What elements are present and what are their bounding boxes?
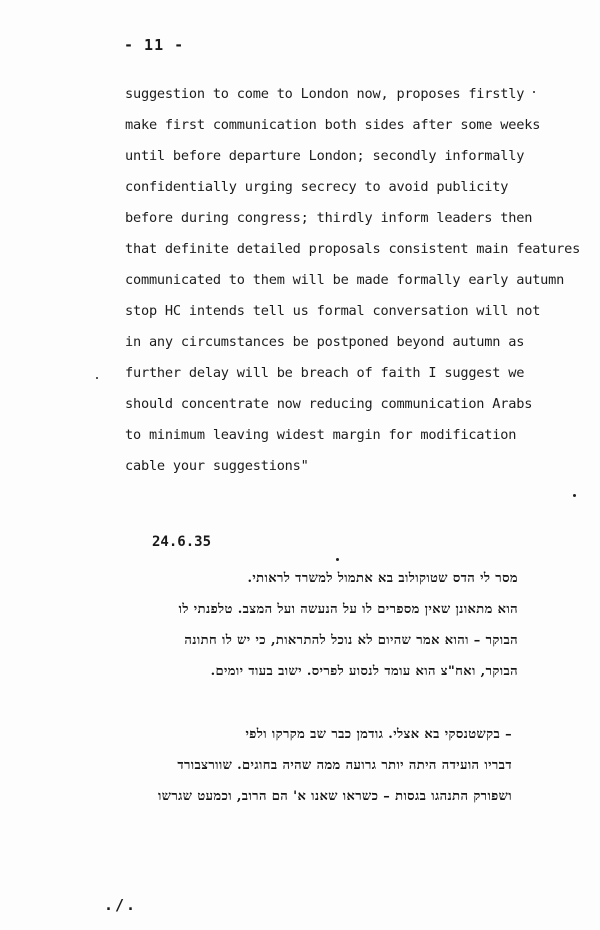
hebrew-text-line: מסר לי הדס שטוקולוב בא אתמול למשרד לראותי.	[247, 571, 518, 586]
text-line: until before departure London; secondly informally	[125, 148, 525, 164]
text-line: suggestion to come to London now, proposes firstly	[125, 86, 525, 102]
english-cable-text	[125, 83, 581, 486]
entry-date: 24.6.35	[152, 534, 212, 550]
page-number: - 11 -	[124, 36, 185, 54]
text-line: that definite detailed proposals consistent main features	[125, 241, 581, 257]
text-line: in any circumstances be postponed beyond autumn as	[125, 334, 525, 350]
text-line: make first communication both sides after some weeks	[125, 117, 541, 133]
text-line: confidentially urging secrecy to avoid publicity	[125, 179, 509, 195]
text-line: further delay will be breach of faith I suggest we	[125, 365, 525, 381]
text-line: to minimum leaving widest margin for modification	[125, 427, 517, 443]
scan-speck	[533, 91, 535, 93]
hebrew-paragraph-2	[32, 724, 512, 817]
hebrew-text-line: הוא מתאונן שאין מספרים לו על הנעשה ועל המצב. טלפנתי לו	[178, 602, 518, 617]
hebrew-text-line: הבוקר, ואח"צ הוא עומד לנסוע לפריס. ישוב בעוד יומים.	[210, 664, 518, 679]
hebrew-text-line: דבריו הועידה היתה יותר גרועה ממה שהיה בחוגים. שוורצבורד	[177, 758, 512, 773]
text-line: communicated to them will be made formally early autumn	[125, 272, 565, 288]
text-line: stop HC intends tell us formal conversation will not	[125, 303, 541, 319]
hebrew-text-line: הבוקר – והוא אמר שהיום לא נוכל להתראות, כי יש לו חתונה	[184, 633, 518, 648]
hebrew-paragraph-1	[78, 568, 518, 692]
text-line: before during congress; thirdly inform leaders then	[125, 210, 533, 226]
text-line: cable your suggestions"	[125, 458, 309, 474]
hebrew-text-line: ושפורק התנהגו בגסות – כשראו שאנו א' הם הרוב, וכמעט שגרשו	[158, 789, 512, 804]
scan-speck	[336, 558, 339, 561]
continuation-mark: ./.	[104, 896, 138, 914]
scan-speck	[573, 494, 576, 497]
scan-speck	[96, 377, 98, 379]
hebrew-text-line: – בקשטנסקי בא אצלי. גודמן כבר שב מקרקו ולפי	[245, 727, 512, 742]
text-line: should concentrate now reducing communication Arabs	[125, 396, 533, 412]
